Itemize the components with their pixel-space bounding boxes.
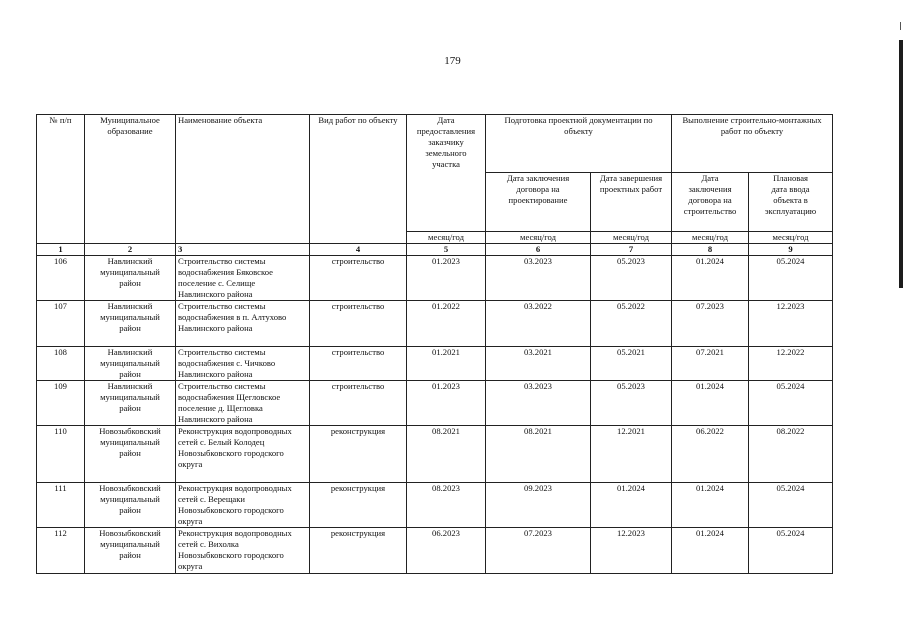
header-land-date: Дата предоставления заказчику земельного участка: [407, 115, 486, 232]
header-work-type: Вид работ по объекту: [310, 115, 407, 244]
table-row: [37, 528, 833, 574]
row-number: 106: [37, 256, 85, 301]
design-end-date-cell: 12.2023: [591, 528, 672, 574]
construction-contract-date-cell: 01.2024: [672, 381, 749, 426]
construction-contract-date-cell: 07.2021: [672, 347, 749, 381]
municipality-cell: Навлинский муниципальный район: [85, 381, 176, 426]
construction-contract-date-cell: 06.2022: [672, 426, 749, 483]
work-type-cell: строительство: [310, 381, 407, 426]
unit-label: месяц/год: [486, 232, 591, 244]
page-number: 179: [444, 55, 461, 67]
table-row: [37, 347, 833, 381]
header-group-construction: Выполнение строительно-монтажных работ по объекту: [672, 115, 833, 173]
row-number: 107: [37, 301, 85, 347]
land-date-cell: 01.2022: [407, 301, 486, 347]
design-end-date-cell: 12.2021: [591, 426, 672, 483]
design-end-date-cell: 01.2024: [591, 483, 672, 528]
object-name-cell: Реконструкция водопроводных сетей с. Вихолка Новозыбковского городского округа: [176, 528, 310, 574]
table-row: [37, 381, 833, 426]
scan-edge-mark: [899, 40, 903, 288]
row-number: 110: [37, 426, 85, 483]
unit-label: месяц/год: [407, 232, 486, 244]
object-name-cell: Реконструкция водопроводных сетей с. Белый Колодец Новозыбковского городского округа: [176, 426, 310, 483]
schedule-table: [36, 114, 833, 574]
column-number: 3: [176, 244, 310, 256]
header-object-name: Наименование объекта: [176, 115, 310, 244]
commissioning-date-cell: 05.2024: [749, 483, 833, 528]
column-number: 2: [85, 244, 176, 256]
design-contract-date-cell: 09.2023: [486, 483, 591, 528]
work-type-cell: строительство: [310, 301, 407, 347]
land-date-cell: 01.2023: [407, 256, 486, 301]
header-design-contract-date: Дата заключения договора на проектирование: [486, 173, 591, 232]
table-row: [37, 426, 833, 483]
unit-label: месяц/год: [749, 232, 833, 244]
header-number: № п/п: [37, 115, 85, 244]
land-date-cell: 08.2021: [407, 426, 486, 483]
design-end-date-cell: 05.2022: [591, 301, 672, 347]
commissioning-date-cell: 08.2022: [749, 426, 833, 483]
unit-label: месяц/год: [672, 232, 749, 244]
construction-contract-date-cell: 01.2024: [672, 483, 749, 528]
construction-contract-date-cell: 07.2023: [672, 301, 749, 347]
header-commissioning-date: Плановая дата ввода объекта в эксплуатацию: [749, 173, 833, 232]
table-row: [37, 256, 833, 301]
municipality-cell: Новозыбковский муниципальный район: [85, 483, 176, 528]
column-number: 5: [407, 244, 486, 256]
header-construction-contract-date: Дата заключения договора на строительство: [672, 173, 749, 232]
work-type-cell: строительство: [310, 347, 407, 381]
object-name-cell: Строительство системы водоснабжения с. Чичково Навлинского района: [176, 347, 310, 381]
commissioning-date-cell: 12.2023: [749, 301, 833, 347]
scan-tick-mark: [900, 22, 901, 30]
header-design-end-date: Дата завершения проектных работ: [591, 173, 672, 232]
row-number: 112: [37, 528, 85, 574]
column-number: 8: [672, 244, 749, 256]
unit-label: месяц/год: [591, 232, 672, 244]
row-number: 109: [37, 381, 85, 426]
column-number: 1: [37, 244, 85, 256]
commissioning-date-cell: 05.2024: [749, 256, 833, 301]
table-row: [37, 483, 833, 528]
object-name-cell: Строительство системы водоснабжения Щегловское поселение д. Щегловка Навлинского района: [176, 381, 310, 426]
design-contract-date-cell: 07.2023: [486, 528, 591, 574]
design-end-date-cell: 05.2023: [591, 381, 672, 426]
land-date-cell: 01.2023: [407, 381, 486, 426]
header-group-project-docs: Подготовка проектной документации по объекту: [486, 115, 672, 173]
land-date-cell: 06.2023: [407, 528, 486, 574]
construction-contract-date-cell: 01.2024: [672, 256, 749, 301]
design-contract-date-cell: 03.2022: [486, 301, 591, 347]
municipality-cell: Новозыбковский муниципальный район: [85, 426, 176, 483]
land-date-cell: 08.2023: [407, 483, 486, 528]
column-number: 6: [486, 244, 591, 256]
municipality-cell: Новозыбковский муниципальный район: [85, 528, 176, 574]
column-number: 4: [310, 244, 407, 256]
municipality-cell: Навлинский муниципальный район: [85, 256, 176, 301]
row-number: 111: [37, 483, 85, 528]
work-type-cell: строительство: [310, 256, 407, 301]
work-type-cell: реконструкция: [310, 426, 407, 483]
object-name-cell: Реконструкция водопроводных сетей с. Верещаки Новозыбковского городского округа: [176, 483, 310, 528]
design-contract-date-cell: 03.2023: [486, 256, 591, 301]
row-number: 108: [37, 347, 85, 381]
design-end-date-cell: 05.2023: [591, 256, 672, 301]
object-name-cell: Строительство системы водоснабжения Бяковское поселение с. Селище Навлинского района: [176, 256, 310, 301]
work-type-cell: реконструкция: [310, 528, 407, 574]
table-row: [37, 301, 833, 347]
commissioning-date-cell: 05.2024: [749, 528, 833, 574]
column-number: 9: [749, 244, 833, 256]
municipality-cell: Навлинский муниципальный район: [85, 347, 176, 381]
land-date-cell: 01.2021: [407, 347, 486, 381]
object-name-cell: Строительство системы водоснабжения в п. Алтухово Навлинского района: [176, 301, 310, 347]
design-contract-date-cell: 08.2021: [486, 426, 591, 483]
municipality-cell: Навлинский муниципальный район: [85, 301, 176, 347]
design-contract-date-cell: 03.2021: [486, 347, 591, 381]
header-municipality: Муниципальное образование: [85, 115, 176, 244]
design-contract-date-cell: 03.2023: [486, 381, 591, 426]
design-end-date-cell: 05.2021: [591, 347, 672, 381]
construction-contract-date-cell: 01.2024: [672, 528, 749, 574]
commissioning-date-cell: 12.2022: [749, 347, 833, 381]
commissioning-date-cell: 05.2024: [749, 381, 833, 426]
column-number: 7: [591, 244, 672, 256]
work-type-cell: реконструкция: [310, 483, 407, 528]
